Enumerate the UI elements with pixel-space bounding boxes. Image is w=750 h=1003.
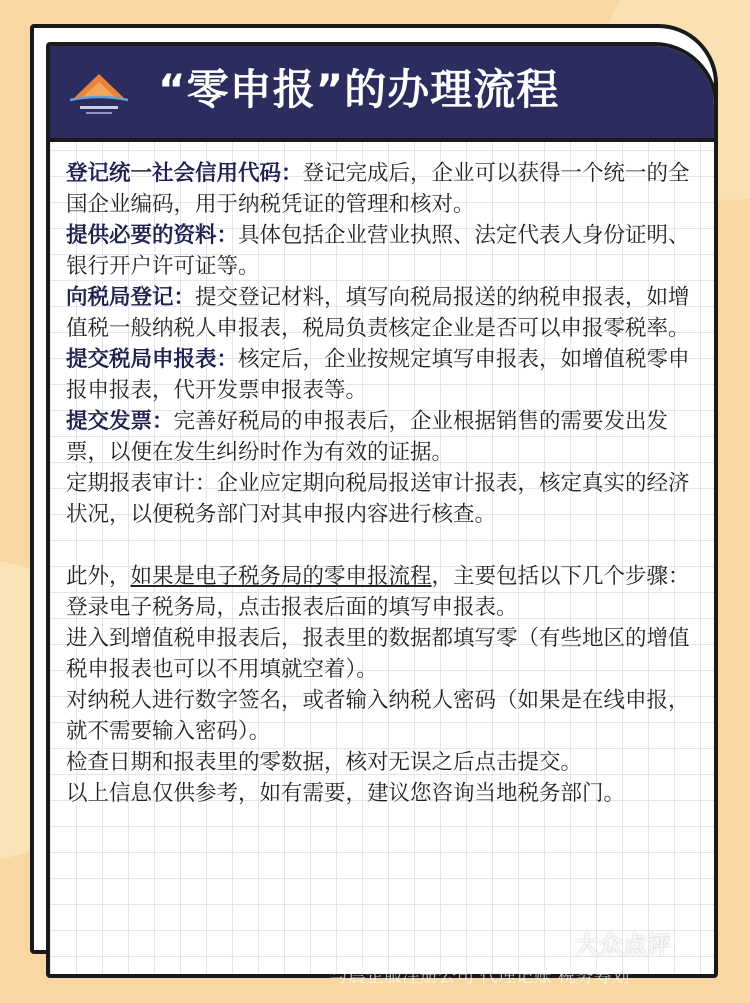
e-tax-link[interactable]: 如果是电子税务局的零申报流程 — [130, 564, 432, 589]
dianping-watermark: 大众点评 — [575, 931, 671, 959]
step-text: 具体包括企业营业执照、法定代表人身份证明、银行开户许可证等。 — [66, 223, 690, 279]
step-paragraph — [66, 282, 702, 344]
step-paragraph — [66, 468, 702, 530]
extra-line: 登录电子税务局，点击报表后面的填写申报表。 — [66, 595, 518, 620]
extra-line: 检查日期和报表里的零数据，核对无误之后点击提交。 — [66, 750, 583, 775]
step-paragraph — [66, 158, 702, 220]
content-body — [66, 158, 702, 809]
footer-watermark-text: 与晨企服注册公司 代理记账 税务筹划 — [330, 966, 630, 987]
step-text: 完善好税局的申报表后，企业根据销售的需要发出发票，以便在发生纠纷时作为有效的证据。 — [66, 409, 669, 465]
step-label: 向税局登记： — [66, 285, 196, 310]
extra-prefix: 此外， — [66, 564, 131, 589]
step-text: 核定后，企业按规定填写申报表，如增值税零申报申报表，代开发票申报表等。 — [66, 347, 690, 403]
card-header — [50, 46, 714, 142]
extra-line: 以上信息仅供参考，如有需要，建议您咨询当地税务部门。 — [66, 781, 626, 806]
page-title: “零申报”的办理流程 — [158, 65, 560, 114]
step-paragraph — [66, 220, 702, 282]
step-text: 登记完成后，企业可以获得一个统一的全国企业编码，用于纳税凭证的管理和核对。 — [66, 161, 690, 217]
step-paragraph — [66, 406, 702, 468]
spacer — [66, 530, 702, 561]
extra-intro — [66, 561, 702, 592]
extra-suffix: ，主要包括以下几个步骤： — [431, 564, 690, 589]
extra-line: 对纳税人进行数字签名，或者输入纳税人密码（如果是在线申报，就不需要输入密码）。 — [66, 688, 690, 744]
company-logo-icon — [66, 64, 132, 120]
step-label: 提供必要的资料： — [66, 223, 239, 248]
extra-line: 进入到增值税申报表后，报表里的数据都填写零（有些地区的增值税申报表也可以不用填就空着）。 — [66, 626, 690, 682]
step-text: 提交登记材料，填写向税局报送的纳税申报表，如增值税一般纳税人申报表，税局负责核定企业是否可以申报零税率。 — [66, 285, 690, 341]
step-paragraph — [66, 344, 702, 406]
step-label: 登记统一社会信用代码： — [66, 161, 303, 186]
step-label: 提交税局申报表： — [66, 347, 239, 372]
step-text: 定期报表审计：企业应定期向税局报送审计报表，核定真实的经济状况，以便税务部门对其申报内容进行核查。 — [66, 471, 690, 527]
step-label: 提交发票： — [66, 409, 174, 434]
info-card — [46, 42, 718, 978]
